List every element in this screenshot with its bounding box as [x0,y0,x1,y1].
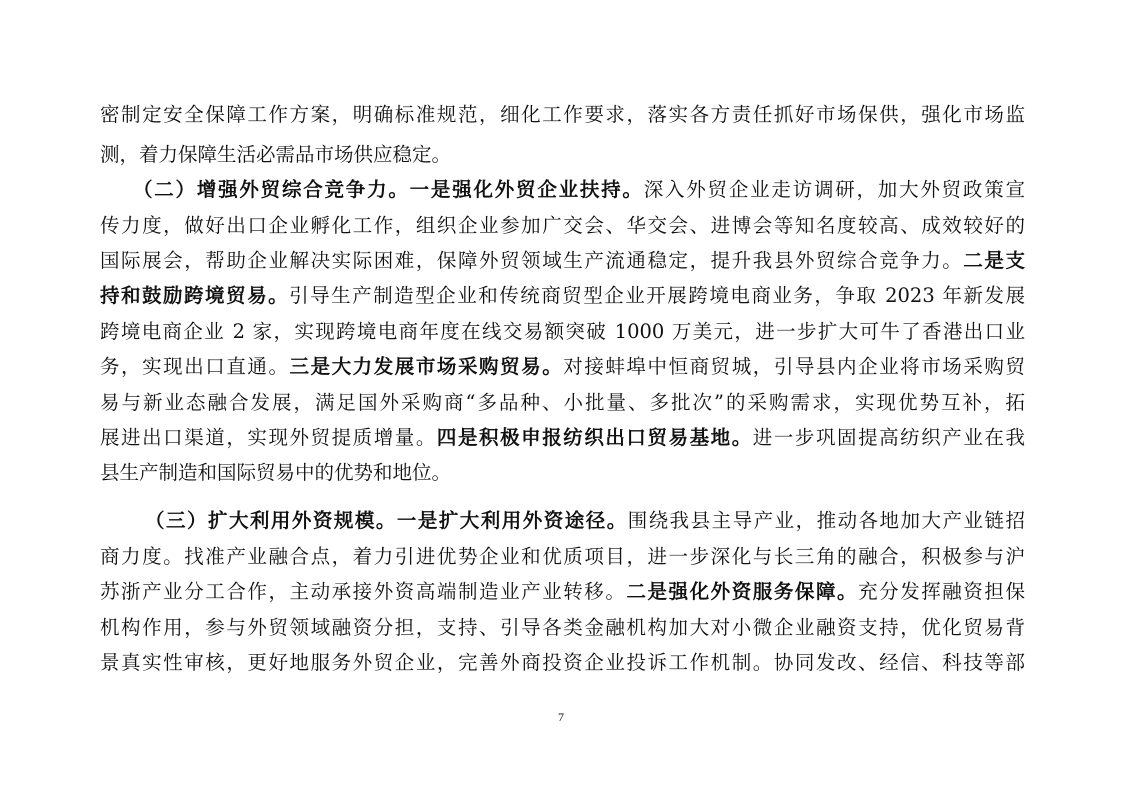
body-text: 务，实现出口直通。 [100,355,290,378]
bold-heading-text: （三）扩大利用外资规模。一是扩大利用外资途径。 [145,509,628,532]
body-text: 跨境电商企业 2 家，实现跨境电商年度在线交易额突破 1000 万美元，进一步扩大可牛了香港出口业 [100,320,1025,343]
paragraph-line [100,317,1025,347]
bold-heading-text: 四是积极申报纺织出口贸易基地。 [436,426,753,449]
paragraph-line [100,100,1025,130]
body-text: 围绕我县主导产业，推动各地加大产业链招 [627,509,1025,532]
paragraph-line [100,577,1025,607]
paragraph-line [100,613,1025,643]
body-text: 机构作用，参与外贸领域融资分担，支持、引导各类金融机构加大对小微企业融资支持，优化贸易背 [100,616,1025,639]
body-text: 密制定安全保障工作方案，明确标准规范，细化工作要求，落实各方责任抓好市场保供，强化市场监 [100,103,1025,126]
page-number: 7 [558,710,564,724]
body-text: 苏浙产业分工合作，主动承接外资高端制造业产业转移。 [100,580,627,603]
bold-heading-text: 持和鼓励跨境贸易。 [100,284,290,307]
body-text: 对接蚌埠中恒商贸城，引导县内企业将市场采购贸 [563,355,1025,378]
body-text: 充分发挥融资担保 [858,580,1025,603]
bold-heading-text: 二是支 [963,249,1025,272]
paragraph-line [100,211,1025,241]
paragraph-line [100,423,1025,453]
paragraph-line [100,140,1025,170]
paragraph-line [100,388,1025,418]
body-text: 商力度。找准产业融合点，着力引进优势企业和优质项目，进一步深化与长三角的融合，积极参与沪 [100,545,1025,568]
paragraph-line [100,352,1025,382]
body-text: 引导生产制造型企业和传统商贸型企业开展跨境电商业务，争取 2023 年新发展 [289,284,1025,307]
body-text: 深入外贸企业走访调研，加大外贸政策宣 [643,178,1025,201]
body-text: 进一步巩固提高纺织产业在我 [752,426,1025,449]
paragraph-line [100,458,1025,488]
paragraph-line [100,542,1025,572]
paragraph-line [145,506,1025,536]
body-text: 易与新业态融合发展，满足国外采购商“多品种、小批量、多批次”的采购需求，实现优势互补，拓 [100,391,1025,414]
paragraph-line [100,281,1025,311]
body-text: 测，着力保障生活必需品市场供应稳定。 [100,143,452,166]
body-text: 传力度，做好出口企业孵化工作，组织企业参加广交会、华交会、进博会等知名度较高、成效较好的 [100,214,1025,237]
paragraph-line [100,246,1025,276]
bold-heading-text: （二）增强外贸综合竞争力。一是强化外贸企业扶持。 [133,178,644,201]
bold-heading-text: 二是强化外资服务保障。 [626,580,859,603]
body-text: 县生产制造和国际贸易中的优势和地位。 [100,461,452,484]
body-text: 景真实性审核，更好地服务外贸企业，完善外商投资企业投诉工作机制。协同发改、经信、科技等部 [100,651,1025,674]
paragraph-line [133,175,1025,205]
body-text: 国际展会，帮助企业解决实际困难，保障外贸领域生产流通稳定，提升我县外贸综合竞争力。 [100,249,964,272]
bold-heading-text: 三是大力发展市场采购贸易。 [289,355,564,378]
paragraph-line [100,648,1025,678]
body-text: 展进出口渠道，实现外贸提质增量。 [100,426,437,449]
